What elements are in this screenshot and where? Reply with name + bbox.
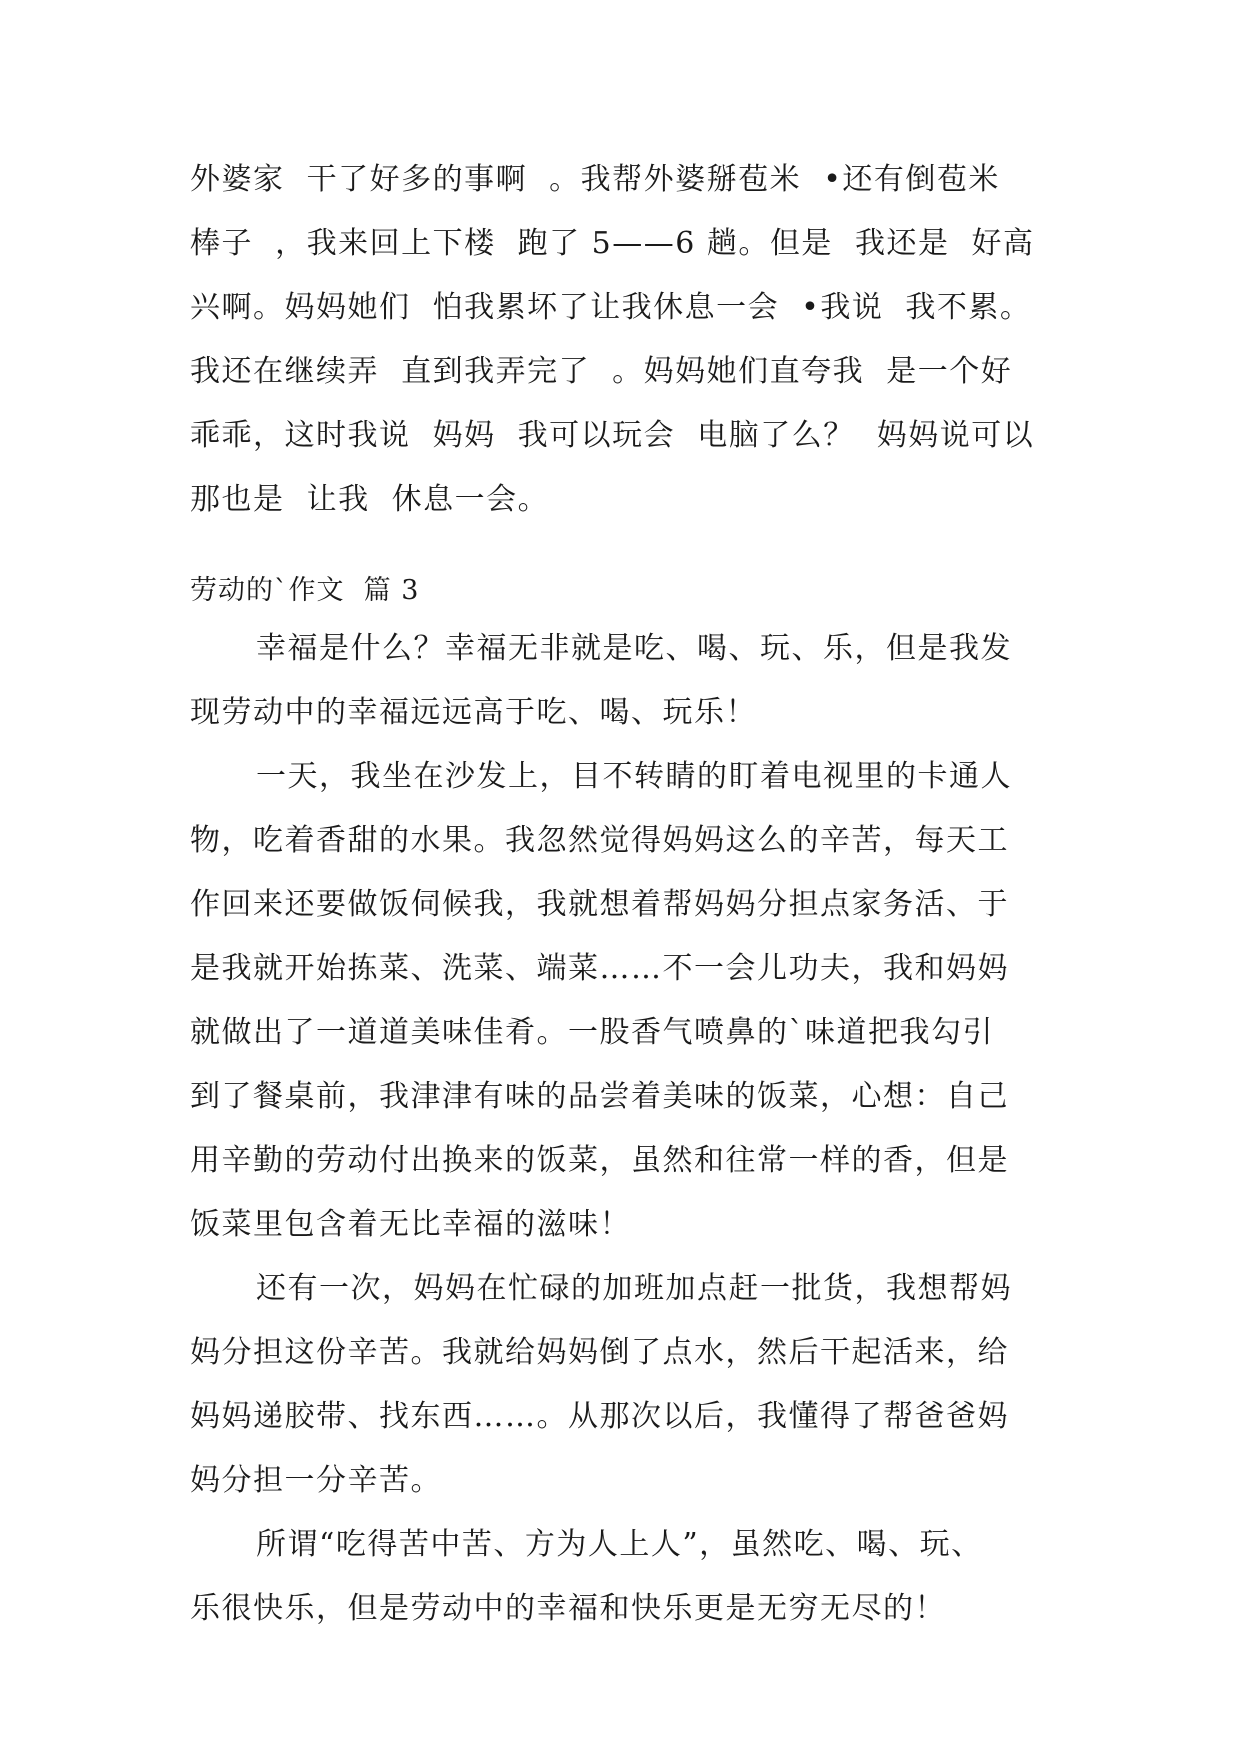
text-line: 我还在继续弄 直到我弄完了 。妈妈她们直夸我 是一个好 bbox=[190, 354, 1013, 389]
text-line: 现劳动中的幸福远远高于吃、喝、玩乐！ bbox=[190, 695, 757, 730]
text-line: 就做出了一道道美味佳肴。一股香气喷鼻的`味道把我勾引 bbox=[190, 1015, 994, 1050]
text-line: 棒子 ，我来回上下楼 跑了 5——6 趟。但是 我还是 好高 bbox=[190, 226, 1035, 261]
text-line: 乐很快乐，但是劳动中的幸福和快乐更是无穷无尽的！ bbox=[190, 1591, 946, 1626]
paragraph bbox=[190, 1257, 1070, 1513]
text-line: 外婆家 干了好多的事啊 。我帮外婆掰苞米 •还有倒苞米 bbox=[190, 162, 1000, 197]
text-line: 作回来还要做饭伺候我，我就想着帮妈妈分担点家务活、于 bbox=[190, 887, 1009, 922]
text-line: 妈分担一分辛苦。 bbox=[190, 1463, 442, 1498]
text-line: 幸福是什么？幸福无非就是吃、喝、玩、乐，但是我发 bbox=[256, 631, 1012, 666]
text-line: 兴啊。妈妈她们 怕我累坏了让我休息一会 •我说 我不累。 bbox=[190, 290, 1032, 325]
section-title: 劳动的`作文 篇 3 bbox=[190, 575, 420, 606]
paragraph bbox=[190, 745, 1070, 1257]
text-line: 妈分担这份辛苦。我就给妈妈倒了点水，然后干起活来，给 bbox=[190, 1335, 1009, 1370]
text-line: 乖乖，这时我说 妈妈 我可以玩会 电脑了么？ 妈妈说可以 bbox=[190, 418, 1035, 453]
text-line: 那也是 让我 休息一会。 bbox=[190, 482, 550, 517]
paragraph bbox=[190, 1513, 1070, 1641]
text-line: 所谓“吃得苦中苦、方为人上人”，虽然吃、喝、玩、 bbox=[256, 1527, 983, 1562]
text-line: 物，吃着香甜的水果。我忽然觉得妈妈这么的辛苦，每天工 bbox=[190, 823, 1009, 858]
paragraph bbox=[190, 617, 1070, 745]
text-line: 饭菜里包含着无比幸福的滋味！ bbox=[190, 1207, 631, 1242]
intro-text bbox=[190, 148, 1070, 532]
text-line: 是我就开始拣菜、洗菜、端菜……不一会儿功夫，我和妈妈 bbox=[190, 951, 1009, 986]
text-line: 一天，我坐在沙发上，目不转睛的盯着电视里的卡通人 bbox=[256, 759, 1012, 794]
essay-body bbox=[190, 617, 1070, 1641]
text-line: 用辛勤的劳动付出换来的饭菜，虽然和往常一样的香，但是 bbox=[190, 1143, 1009, 1178]
text-line: 到了餐桌前，我津津有味的品尝着美味的饭菜，心想：自己 bbox=[190, 1079, 1009, 1114]
text-line: 还有一次，妈妈在忙碌的加班加点赶一批货，我想帮妈 bbox=[256, 1271, 1012, 1306]
text-line: 妈妈递胶带、找东西……。从那次以后，我懂得了帮爸爸妈 bbox=[190, 1399, 1009, 1434]
